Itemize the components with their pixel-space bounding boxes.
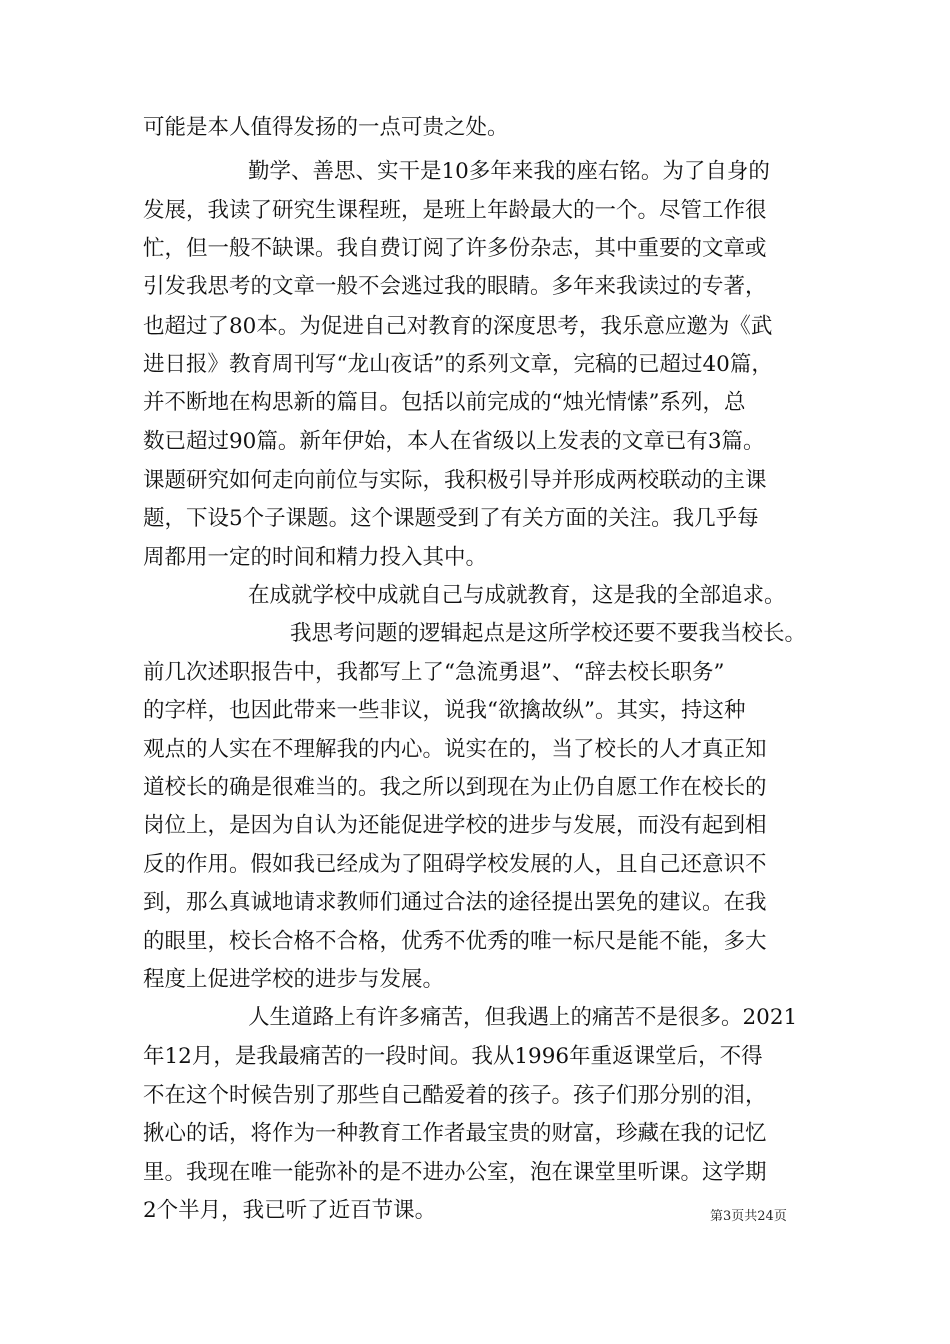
text-line: 我思考问题的逻辑起点是这所学校还要不要我当校长。	[290, 621, 807, 646]
text-line: 忙，但一般不缺课。我自费订阅了许多份杂志，其中重要的文章或	[143, 236, 767, 261]
text-line: 程度上促进学校的进步与发展。	[143, 967, 445, 992]
text-line: 也超过了80本。为促进自己对教育的深度思考，我乐意应邀为《武	[143, 314, 773, 339]
text-line: 并不断地在构思新的篇目。包括以前完成的“烛光情愫”系列，总	[143, 390, 746, 415]
text-line: 的字样，也因此带来一些非议，说我“欲擒故纵”。其实，持这种	[143, 698, 746, 723]
text-line: 到，那么真诚地请求教师们通过合法的途径提出罢免的建议。在我	[143, 890, 767, 915]
text-line: 揪心的话，将作为一种教育工作者最宝贵的财富，珍藏在我的记忆	[143, 1121, 767, 1146]
text-line: 周都用一定的时间和精力投入其中。	[143, 545, 488, 570]
text-line: 勤学、善思、实干是10多年来我的座右铭。为了自身的	[248, 159, 770, 184]
text-line: 引发我思考的文章一般不会逃过我的眼睛。多年来我读过的专著，	[143, 274, 767, 299]
text-line: 年12月，是我最痛苦的一段时间。我从1996年重返课堂后，不得	[143, 1044, 763, 1069]
text-line: 的眼里，校长合格不合格，优秀不优秀的唯一标尺是能不能，多大	[143, 929, 767, 954]
text-line: 课题研究如何走向前位与实际，我积极引导并形成两校联动的主课	[143, 468, 767, 493]
text-line: 不在这个时候告别了那些自己酷爱着的孩子。孩子们那分别的泪，	[143, 1083, 767, 1108]
page-number-footer: 第3页共24页	[710, 1209, 787, 1224]
text-line: 2个半月，我已听了近百节课。	[143, 1198, 437, 1223]
text-line: 道校长的确是很难当的。我之所以到现在为止仍自愿工作在校长的	[143, 775, 767, 800]
text-line: 观点的人实在不理解我的内心。说实在的，当了校长的人才真正知	[143, 737, 767, 762]
text-line: 里。我现在唯一能弥补的是不进办公室，泡在课堂里听课。这学期	[143, 1160, 767, 1185]
text-line: 进日报》教育周刊写“龙山夜话”的系列文章，完稿的已超过40篇，	[143, 352, 773, 377]
text-line: 前几次述职报告中，我都写上了“急流勇退”、“辞去校长职务”	[143, 660, 725, 685]
text-line: 在成就学校中成就自己与成就教育，这是我的全部追求。	[248, 583, 786, 608]
text-line: 数已超过90篇。新年伊始，本人在省级以上发表的文章已有3篇。	[143, 429, 765, 454]
text-line: 反的作用。假如我已经成为了阻碍学校发展的人，且自己还意识不	[143, 852, 767, 877]
text-line: 可能是本人值得发扬的一点可贵之处。	[143, 115, 509, 140]
text-line: 人生道路上有许多痛苦，但我遇上的痛苦不是很多。2021	[248, 1005, 798, 1030]
text-line: 发展，我读了研究生课程班，是班上年龄最大的一个。尽管工作很	[143, 198, 767, 223]
text-line: 岗位上，是因为自认为还能促进学校的进步与发展，而没有起到相	[143, 813, 767, 838]
text-line: 题，下设5个子课题。这个课题受到了有关方面的关注。我几乎每	[143, 506, 759, 531]
